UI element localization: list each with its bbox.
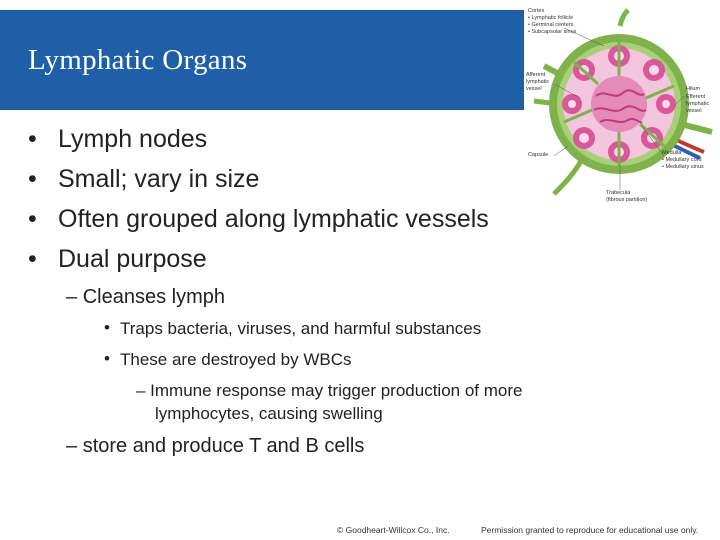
sub-bullet-text: store and produce T and B cells (82, 435, 365, 457)
label-capsule: Capsule (528, 152, 549, 158)
label-cortex: Cortex (528, 8, 545, 14)
label-subcapsular-sinus: • Subcapsular sinus (528, 29, 577, 35)
label-afferent-2: lymphatic (526, 79, 550, 85)
footer-permission: Permission granted to reproduce for educational use only. (481, 525, 699, 535)
dash-marker: – (66, 286, 78, 308)
label-trabecula: Trabecula (606, 190, 631, 196)
level4-line-2: lymphocytes, causing swelling (155, 404, 383, 423)
bullet-marker: • (104, 349, 110, 368)
label-afferent-1: Afferent (526, 72, 546, 78)
label-efferent-3: vessel (686, 108, 702, 114)
label-afferent-3: vessel (526, 86, 542, 92)
label-efferent-2: lymphatic (686, 101, 710, 107)
label-medulla: Medulla (662, 150, 682, 156)
bullet-text: Small; vary in size (58, 165, 260, 193)
label-medullary-cord: • Medullary cord (662, 157, 702, 163)
dash-marker: – (66, 435, 78, 457)
bullet-marker: • (28, 245, 37, 273)
sub-bullet-cleanses (66, 286, 225, 309)
bullet-text: Often grouped along lymphatic vessels (58, 205, 489, 233)
bullet-text: These are destroyed by WBCs (120, 350, 352, 369)
bullet-text: Lymph nodes (58, 125, 208, 153)
bullet-text: Dual purpose (58, 245, 207, 273)
footer-copyright: © Goodheart-Willcox Co., Inc. (337, 525, 450, 535)
label-fibrous-partition: (fibrous partition) (606, 197, 648, 203)
label-hilum: Hilum (686, 86, 701, 92)
label-medullary-sinus: • Medullary sinus (662, 164, 704, 170)
level4-line-1: – Immune response may trigger production of more (136, 381, 523, 400)
lymph-node-diagram (524, 6, 720, 206)
bullet-marker: • (28, 165, 37, 193)
sub-bullet-text: Cleanses lymph (82, 286, 225, 308)
bullet-marker: • (104, 318, 110, 337)
label-lymphatic-follicle: • Lymphatic follicle (528, 15, 574, 21)
slide-title: Lymphatic Organs (28, 44, 248, 76)
label-germinal-centers: • Germinal centers (528, 22, 574, 28)
bullet-text: Traps bacteria, viruses, and harmful substances (120, 319, 482, 338)
level4-immune-response (136, 379, 522, 425)
bullet-marker: • (28, 125, 37, 153)
sub-bullet-store-produce (66, 435, 364, 458)
bullet-marker: • (28, 205, 37, 233)
label-efferent-1: Efferent (686, 94, 706, 100)
